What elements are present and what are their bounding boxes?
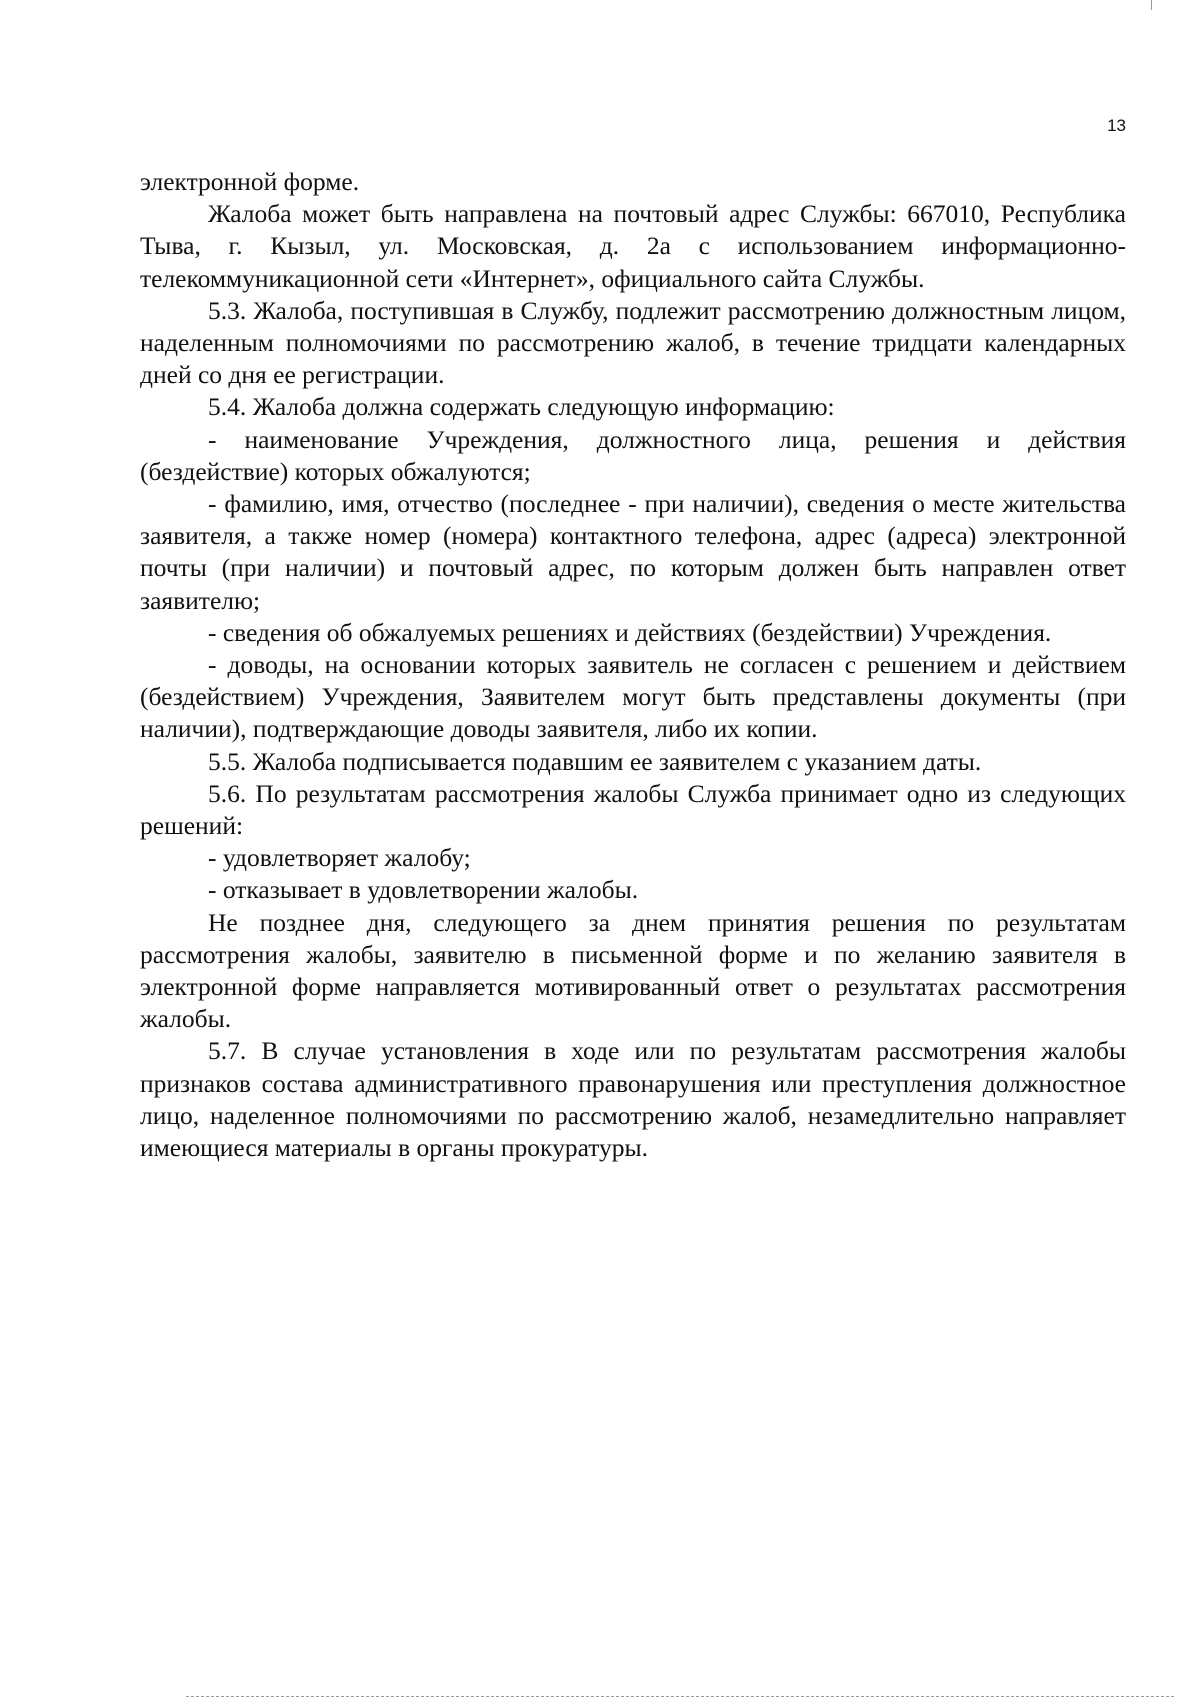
paragraph-5-4: 5.4. Жалоба должна содержать следующую информацию: <box>208 392 835 422</box>
paragraph-5-5: 5.5. Жалоба подписывается подавшим ее заявителем с указанием даты. <box>208 746 982 776</box>
scan-edge-mark <box>1151 0 1152 10</box>
paragraph-5-3: 5.3. Жалоба, поступившая в Службу, подлежит рассмотрению должностным лицом, наделенным полномочиями по рассмотрению жалоб, в течение тридцати календарных дней со дня ее регистрации. <box>140 295 1126 390</box>
scan-edge-line <box>186 1696 1174 1697</box>
list-item-satisfy: - удовлетворяет жалобу; <box>208 843 471 873</box>
document-body <box>140 166 1126 1164</box>
list-item-name: - наименование Учреждения, должностного лица, решения и действия (бездействие) которых обжалуются; <box>140 424 1126 486</box>
paragraph-continuation: электронной форме. <box>140 167 360 196</box>
paragraph-response-deadline: Не позднее дня, следующего за днем принятия решения по результатам рассмотрения жалобы, заявителю в письменной форме и по желанию заявителя в электронной форме направляется мотивированный ответ о результатах рассмотрения жалобы. <box>140 907 1126 1034</box>
paragraph-5-6: 5.6. По результатам рассмотрения жалобы Служба принимает одно из следующих решений: <box>140 778 1126 841</box>
paragraph-postal-address: Жалоба может быть направлена на почтовый адрес Службы: 667010, Республика Тыва, г. Кызыл, ул. Московская, д. 2а с использованием информационно-телекоммуникационной сети «Интернет», официального сайта Службы. <box>140 199 1126 293</box>
page-number: 13 <box>1107 116 1126 135</box>
list-item-refuse: - отказывает в удовлетворении жалобы. <box>208 875 639 905</box>
list-item-applicant-info: - фамилию, имя, отчество (последнее - при наличии), сведения о месте жительства заявителя, а также номер (номера) контактного телефона, адрес (адреса) электронной почты (при наличии) и почтовый адрес, по которым должен быть направлен ответ заявителю; <box>140 489 1126 615</box>
paragraph-5-7: 5.7. В случае установления в ходе или по результатам рассмотрения жалобы признаков состава административного правонарушения или преступления должностное лицо, наделенное полномочиями по рассмотрению жалоб, незамедлительно направляет имеющиеся материалы в органы прокуратуры. <box>140 1036 1126 1163</box>
list-item-arguments: - доводы, на основании которых заявитель не согласен с решением и действием (бездействием) Учреждения, Заявителем могут быть представлены документы (при наличии), подтверждающие доводы заявителя, либо их копии. <box>140 650 1126 744</box>
list-item-decisions: - сведения об обжалуемых решениях и действиях (бездействии) Учреждения. <box>208 617 1052 647</box>
